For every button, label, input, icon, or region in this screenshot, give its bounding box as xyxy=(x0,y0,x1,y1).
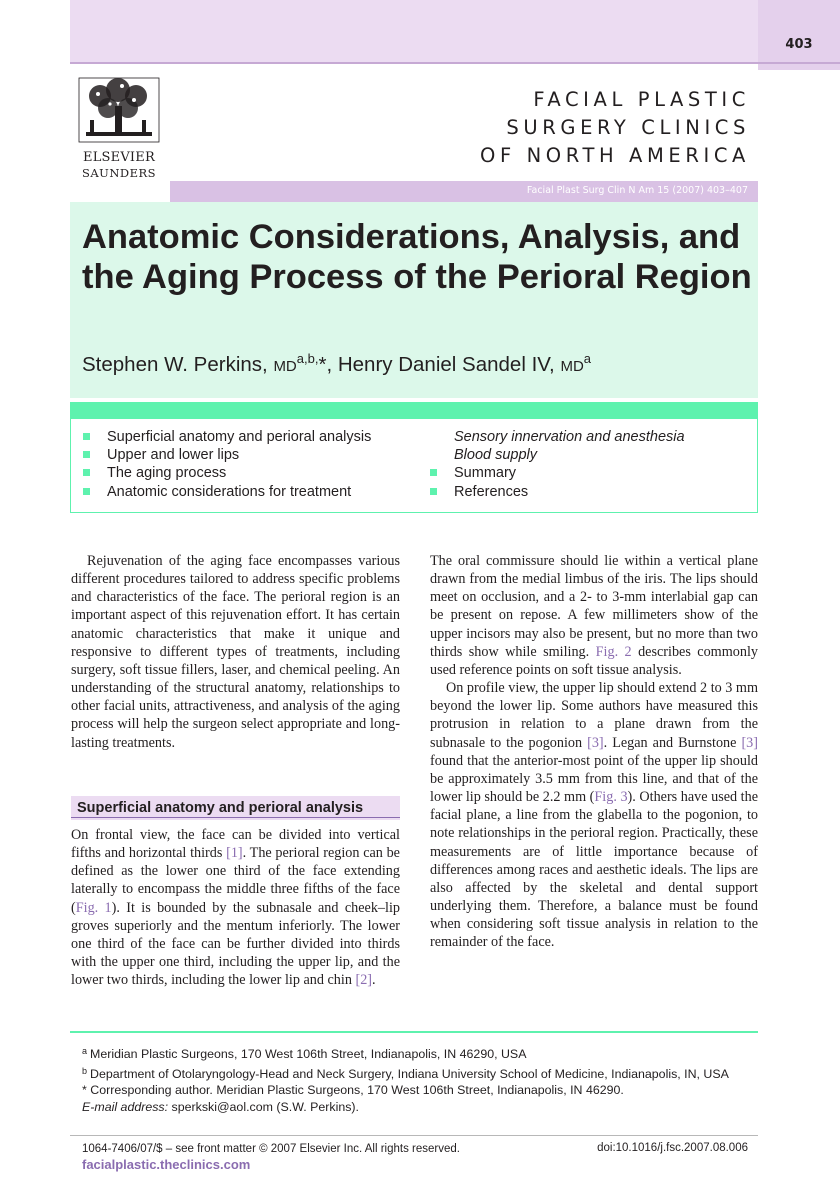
journal-citation: Facial Plast Surg Clin N Am 15 (2007) 403–407 xyxy=(526,185,748,196)
bullet-icon xyxy=(83,451,90,458)
bullet-icon xyxy=(430,488,437,495)
author-separator: , xyxy=(326,353,338,376)
figure-link[interactable]: Fig. 1 xyxy=(75,899,112,916)
bullet-icon xyxy=(83,433,90,440)
email-line: E-mail address: sperkski@aol.com (S.W. Perkins). xyxy=(82,1099,359,1114)
corresponding-author-note: * Corresponding author. Meridian Plastic Surgeons, 170 West 106th Street, Indianapolis, IN 46290. xyxy=(82,1083,624,1098)
outline-item[interactable]: Upper and lower lips xyxy=(83,446,371,464)
author-affiliation-marks: a,b, xyxy=(296,351,319,366)
article-title: Anatomic Considerations, Analysis, and the Aging Process of the Perioral Region xyxy=(82,218,752,296)
affiliation-a: $^a$ Meridian Plastic Surgeons, 170 West 106th Street, Indianapolis, IN 46290, USA xyxy=(82,1046,527,1061)
figure-link[interactable]: Fig. 2 xyxy=(595,643,632,660)
page-number-box xyxy=(758,0,840,70)
journal-url-link[interactable]: facialplastic.theclinics.com xyxy=(82,1157,251,1172)
outline-item[interactable]: Anatomic considerations for treatment xyxy=(83,483,371,501)
section-heading xyxy=(71,796,400,820)
reference-link[interactable]: [3] xyxy=(741,734,758,751)
section-heading-rule xyxy=(71,817,400,818)
outline-item[interactable]: Superficial anatomy and perioral analysis xyxy=(83,428,371,446)
footnotes xyxy=(82,1043,748,1115)
outline-header-bar xyxy=(70,402,758,419)
header-rule xyxy=(70,62,840,64)
reference-link[interactable]: [2] xyxy=(355,972,373,989)
outline-item[interactable]: References xyxy=(430,483,685,501)
publisher-imprint: SAUNDERS xyxy=(81,166,157,180)
section-heading-text: Superficial anatomy and perioral analysis xyxy=(77,800,364,816)
intro-paragraph: Rejuvenation of the aging face encompasses various different procedures tailored to address specific problems and characteristics of the face. The perioral region is an important aspect of this rejuvenation effort. It has certain anatomic characteristics that make it unique and responsive to different types of treatments, including surgery, soft tissue fillers, laser, and chemical peeling. An understanding of the structural anatomy, relationships to other facial units, attractiveness, and analysis of the aging process will help the surgeon select appropriate and long-lasting treatments. xyxy=(71,553,400,751)
body-paragraph: On profile view, the upper lip should extend 2 to 3 mm beyond the lower lip. Some authors have measured this protrusion in relation to a plane drawn from the subnasale to the pogonion [3]. Legan and Burnstone [3] found that the anterior-most point of the upper lip should be approximately 3.5 mm from this line, and that of the lower lip should be 2.2 mm (Fig. 3). Others have used the facial plane, a line from the glabella to the pogonion, to note relationships in the perioral region. Practically, these measurements are of little importance because of differences among races and aesthetic ideals. The lips are also affected by the skeletal and dental support underlying them. Therefore, a balance must be found when considering soft tissue analysis in relation to the remainder of the face. xyxy=(430,680,759,951)
journal-title xyxy=(480,86,750,170)
outline-item[interactable]: Summary xyxy=(430,464,685,482)
copyright-line: 1064-7406/07/$ – see front matter © 2007 Elsevier Inc. All rights reserved. xyxy=(82,1143,460,1155)
body-column-right xyxy=(430,552,758,951)
footer-left xyxy=(82,1142,460,1174)
author-affiliation-marks: a xyxy=(583,351,592,366)
body-paragraph: On frontal view, the face can be divided into vertical fifths and horizontal thirds [1]. The perioral region can be defined as the lower one third of the face extending laterally to encompass the middle three fifths of the face (Fig. 1). It is bounded by the subnasale and cheek–lip groves superiorly and the mentum inferiorly. The lower one third of the face can be further divided into thirds with the upper one third, including the upper lip, and the lower two thirds, including the lower lip and chin [2]. xyxy=(71,827,400,989)
outline-item[interactable]: The aging process xyxy=(83,464,371,482)
reference-link[interactable]: [3] xyxy=(587,734,604,751)
bullet-icon xyxy=(430,469,437,476)
author-name: Henry Daniel Sandel IV, xyxy=(337,353,555,376)
reference-link[interactable]: [1] xyxy=(226,845,243,862)
section-superficial-anatomy xyxy=(71,796,400,989)
author-line xyxy=(82,351,591,377)
author-name: Stephen W. Perkins, xyxy=(82,353,268,376)
journal-title-line: OF NORTH AMERICA xyxy=(480,144,750,167)
author-degree: MD xyxy=(560,358,584,375)
footer-rule xyxy=(70,1135,758,1136)
publisher-name: ELSEVIER xyxy=(83,150,155,165)
email-link[interactable]: sperkski@aol.com (S.W. Perkins). xyxy=(168,1099,359,1114)
bullet-icon xyxy=(83,488,90,495)
outline-column-right xyxy=(430,428,685,501)
header-band xyxy=(70,0,758,62)
affiliation-b: $^b$ Department of Otolaryngology-Head and Neck Surgery, Indiana University School of Medicine, Indianapolis, IN, USA xyxy=(82,1065,729,1081)
figure-link[interactable]: Fig. 3 xyxy=(594,789,628,806)
journal-title-line: SURGERY CLINICS xyxy=(506,116,750,139)
corresponding-author-mark: * xyxy=(318,353,327,376)
outline-column-left xyxy=(83,428,371,501)
outline-subitem[interactable]: Sensory innervation and anesthesia xyxy=(454,429,685,445)
page-number: 403 xyxy=(785,37,813,52)
outline-subitem[interactable]: Blood supply xyxy=(454,447,538,464)
footnote-rule xyxy=(70,1031,758,1033)
journal-title-line: FACIAL PLASTIC xyxy=(533,88,750,111)
body-column-left xyxy=(71,552,400,752)
author-degree: MD xyxy=(273,358,297,375)
doi-text: doi:10.1016/j.fsc.2007.08.006 xyxy=(597,1142,748,1154)
body-paragraph: The oral commissure should lie within a vertical plane drawn from the medial limbus of the iris. The lips should meet on occlusion, and a 2- to 3-mm interlabial gap can be present on repose. A few millimeters show of the upper incisors may also be present, but no more than two thirds show while smiling. Fig. 2 describes commonly used reference points on soft tissue analysis. xyxy=(430,553,758,678)
bullet-icon xyxy=(83,469,90,476)
